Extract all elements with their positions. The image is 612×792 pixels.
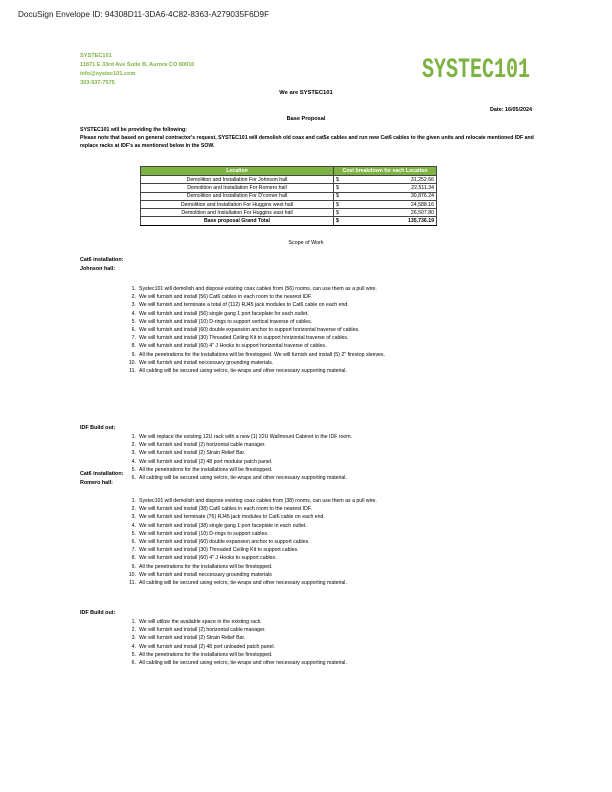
item-number: 6. <box>131 475 136 482</box>
section-heading-1: IDF Build out: <box>80 610 116 616</box>
item-number: 2. <box>131 506 136 513</box>
item-text: All cabling will be secured using velcro, tie-wraps and other necessary supporting material. <box>139 660 347 667</box>
item-text: All cabling will be secured using velcro, tie-wraps and other necessary supporting material. <box>139 580 347 587</box>
list-item <box>126 293 556 301</box>
item-text: All cabling will be secured using velcro, tie-wraps and other necessary supporting material. <box>139 368 347 375</box>
item-text: We will furnish and install (60) double expansion anchor to support cables. <box>139 539 310 546</box>
section-heading <box>80 470 123 488</box>
list-item <box>126 554 556 562</box>
item-text: All the penetrations for the installations will be firestopped. <box>139 466 273 473</box>
scope-list <box>126 618 556 667</box>
list-item <box>126 579 556 587</box>
list-item <box>126 466 556 474</box>
row-location: Demolition and Installation For Johnson hall <box>141 176 334 184</box>
item-number: 5. <box>131 651 136 658</box>
item-text: We will furnish and install (10) D-rings to support cables. <box>139 530 269 537</box>
item-text: All cabling will be secured using velcro, tie-wraps and other necessary supporting material. <box>139 475 347 482</box>
proposal-date: Date: 16/05/2024 <box>490 107 532 113</box>
item-number: 3. <box>131 635 136 642</box>
item-text: We will furnish and install (60) double expansion anchor to support horizontal traverse of cables. <box>139 327 360 334</box>
list-item <box>126 538 556 546</box>
item-number: 3. <box>131 514 136 521</box>
item-text: We will furnish and install (38) single gang 1 port faceplate in each outlet. <box>139 522 307 529</box>
item-number: 7. <box>131 335 136 342</box>
row-amount: 26,507.80 <box>348 209 437 217</box>
item-text: We will furnish and install neccessary grounding materials <box>139 571 272 578</box>
cost-breakdown-table <box>140 166 437 226</box>
total-row <box>141 217 437 225</box>
intro-text <box>80 126 540 150</box>
list-item <box>126 441 556 449</box>
table-row <box>141 209 437 217</box>
table-row <box>141 200 437 208</box>
list-item <box>126 359 556 367</box>
item-text: Systec101 will demolish and dispose existing coax cables from (56) rooms, can use them as a pull wire. <box>139 286 377 292</box>
section-heading <box>80 256 123 274</box>
item-number: 8. <box>131 555 136 562</box>
item-number: 5. <box>131 466 136 473</box>
list-item <box>126 301 556 309</box>
item-text: We will furnish and terminate (76) RJ45 jack modules to Cat6 cable on each end. <box>139 514 325 521</box>
item-text: We will furnish and install (56) Cat6 cables in each room to the nearest IDF. <box>139 294 312 301</box>
list-item <box>126 497 556 505</box>
list-item <box>126 522 556 530</box>
list-item <box>126 458 556 466</box>
item-number: 4. <box>131 643 136 650</box>
row-location: Demolition and Installation For Huggins east hall <box>141 209 334 217</box>
table-row <box>141 192 437 200</box>
company-info <box>80 52 194 88</box>
item-text: We will furnish and install (60) 4" J Hooks to support horizontal traverse of cables. <box>139 343 327 350</box>
list-item <box>126 449 556 457</box>
item-number: 9. <box>131 351 136 358</box>
item-number: 2. <box>131 627 136 634</box>
section-heading <box>80 424 115 433</box>
row-amount: 22,511.34 <box>348 184 437 192</box>
item-number: 10. <box>128 359 136 366</box>
list-item <box>126 618 556 626</box>
item-number: 6. <box>131 327 136 334</box>
list-item <box>126 433 556 441</box>
section-heading-1: Cat6 installation: <box>80 257 124 263</box>
proposal-title: Base Proposal <box>286 116 326 122</box>
item-number: 11. <box>129 580 136 587</box>
item-text: We will replace the existing 12U rack with a new (1) 22U Wallmount Cabinet in the IDF room. <box>139 434 353 440</box>
row-location: Demolition and Installation For D'corner hall <box>141 192 334 200</box>
list-item <box>126 342 556 350</box>
section-heading-1: IDF Build out: <box>80 425 116 431</box>
list-item <box>126 334 556 342</box>
scope-list <box>126 433 556 482</box>
list-item <box>126 563 556 571</box>
company-address: 11871 E 33rd Ave Suite B, Aurora CO 80010 <box>80 62 195 68</box>
total-amount: 135,736.19 <box>348 217 437 225</box>
item-text: We will furnish and install (38) Cat6 cables in each room to the nearest IDF. <box>139 506 312 513</box>
item-number: 11. <box>129 368 136 375</box>
list-item <box>126 651 556 659</box>
list-item <box>126 285 556 293</box>
item-text: We will furnish and install (2) Strain Relief Bar. <box>139 635 246 642</box>
item-number: 6. <box>131 539 136 546</box>
item-text: We will furnish and install (2) Strain Relief Bar. <box>139 450 246 457</box>
header-location: Location <box>141 167 334 176</box>
row-currency: $ <box>334 200 349 208</box>
list-item <box>126 634 556 642</box>
row-location: Demolition and Installation For Huggins west hall <box>141 200 334 208</box>
item-number: 9. <box>131 563 136 570</box>
list-item <box>126 326 556 334</box>
item-text: All the penetrations for the installations will be firestopped. <box>139 563 273 570</box>
item-text: We will utilize the available space in the existing rack. <box>139 619 262 625</box>
row-amount: 30,876.24 <box>348 192 437 200</box>
row-currency: $ <box>334 192 349 200</box>
item-number: 1. <box>131 434 136 440</box>
item-number: 5. <box>131 318 136 325</box>
section-heading <box>80 609 115 618</box>
item-number: 2. <box>131 442 136 449</box>
company-phone: 303-537-7575 <box>80 80 115 86</box>
item-number: 1. <box>131 619 136 625</box>
list-item <box>126 505 556 513</box>
item-number: 1. <box>131 286 136 292</box>
item-number: 4. <box>131 522 136 529</box>
item-text: We will furnish and install (30) Threaded Ceiling Kit to support horizontal traverse of cables. <box>139 335 349 342</box>
section-heading-1: Cat6 installation: <box>80 471 124 477</box>
scope-title: Scope of Work <box>288 240 324 246</box>
list-item <box>126 643 556 651</box>
systec-logo <box>420 52 532 86</box>
header-cost: Cost breakdown for each Location <box>334 167 437 176</box>
item-number: 7. <box>131 547 136 554</box>
list-item <box>126 310 556 318</box>
list-item <box>126 530 556 538</box>
list-item <box>126 571 556 579</box>
intro-line-1: SYSTEC101 will be providing the following: <box>80 127 187 133</box>
section-heading-2: Johnson hall: <box>80 266 116 272</box>
list-item <box>126 626 556 634</box>
total-label: Base proposal Grand Total <box>141 217 334 225</box>
item-text: We will furnish and terminate a total of (112) RJ45 jack modules to Cat6 cable on each end. <box>139 302 349 309</box>
item-text: We will furnish and install (30) Threaded Ceiling Kit to support cables. <box>139 547 299 554</box>
list-item <box>126 659 556 667</box>
row-currency: $ <box>334 209 349 217</box>
row-currency: $ <box>334 184 349 192</box>
row-amount: 31,252.66 <box>348 176 437 184</box>
section-heading-2: Romero hall: <box>80 480 113 486</box>
list-item <box>126 351 556 359</box>
company-email: info@systec101.com <box>80 71 136 77</box>
logo-text: SYSTEC101 <box>422 55 530 86</box>
item-number: 4. <box>131 458 136 465</box>
list-item <box>126 546 556 554</box>
item-number: 6. <box>131 660 136 667</box>
company-name: SYSTEC101 <box>80 53 112 59</box>
row-currency: $ <box>334 176 349 184</box>
item-text: We will furnish and install (56) single gang 1 port faceplate for each outlet. <box>139 310 309 317</box>
item-text: All the penetrations for the installations will be firestopped. <box>139 651 273 658</box>
item-text: All the penetrations for the installations will be firestopped. We will furnish and install (5) 2" firestop sleeves. <box>139 351 385 358</box>
item-text: We will furnish and install (2) 48 port modular patch panel. <box>139 458 273 465</box>
table-row <box>141 184 437 192</box>
item-text: Systec101 will demolish and dispose existing coax cables from (38) rooms, can use them as a pull wire. <box>139 498 377 504</box>
item-number: 2. <box>131 294 136 301</box>
item-number: 4. <box>131 310 136 317</box>
item-text: We will furnish and install neccessary grounding materials. <box>139 359 274 366</box>
list-item <box>126 513 556 521</box>
list-item <box>126 367 556 375</box>
item-number: 5. <box>131 530 136 537</box>
item-number: 3. <box>131 302 136 309</box>
item-number: 10. <box>128 571 136 578</box>
item-number: 8. <box>131 343 136 350</box>
row-location: Demolition and Installation For Romero hall <box>141 184 334 192</box>
item-number: 3. <box>131 450 136 457</box>
table-row <box>141 176 437 184</box>
row-amount: 24,588.16 <box>348 200 437 208</box>
list-item <box>126 474 556 482</box>
cost-rows <box>141 176 437 226</box>
scope-list <box>126 285 556 375</box>
item-number: 1. <box>131 498 136 504</box>
item-text: We will furnish and install (60) 4" J Hooks to support cables. <box>139 555 277 562</box>
scope-list <box>126 497 556 587</box>
docusign-envelope-id: DocuSign Envelope ID: 94308D11-3DA6-4C82-8363-A279035F6D9F <box>18 10 270 19</box>
item-text: We will furnish and install (2) horizontal cable manager. <box>139 442 266 449</box>
total-currency: $ <box>334 217 349 225</box>
tagline: We are SYSTEC101 <box>279 90 333 96</box>
item-text: We will furnish and install (10) D-rings to support vertical traverse of cables. <box>139 318 313 325</box>
intro-line-2: Please note that based on general contractor's request, SYSTEC101 will demolish old coax and cat5e cables and run new Cat6 cables to the given units and relocate mentioned IDF and replace racks at IDF's as mentioned below in the SOW. <box>80 135 534 149</box>
item-text: We will furnish and install (2) horizontal cable manager. <box>139 627 266 634</box>
list-item <box>126 318 556 326</box>
item-text: We will furnish and install (2) 48 port unloaded patch panel. <box>139 643 276 650</box>
